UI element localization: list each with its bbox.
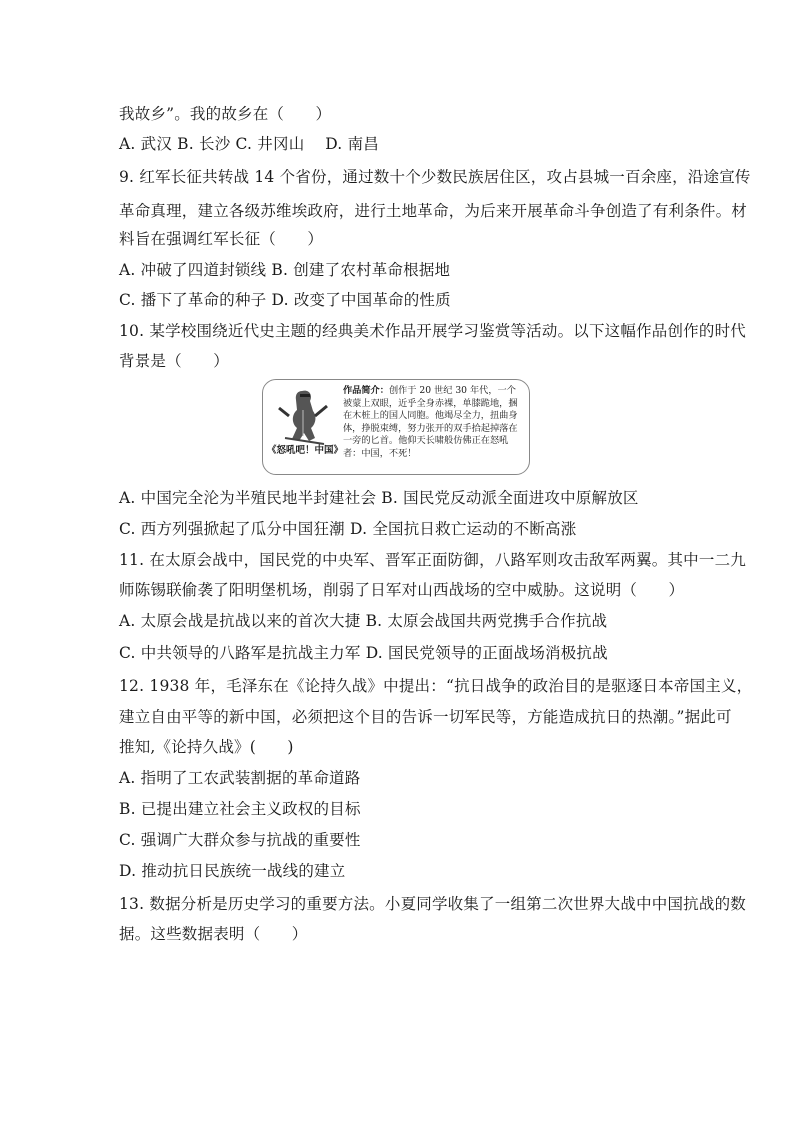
- artwork-caption: 《怒吼吧！中国》: [267, 445, 344, 456]
- artwork-intro: [343, 385, 525, 461]
- question-10-option-ab: A. 中国完全沦为半殖民地半封建社会 B. 国民党反动派全面进攻中原解放区: [119, 489, 639, 507]
- question-13-stem: 13. 数据分析是历史学习的重要方法。小夏同学收集了一组第二次世界大战中中国抗战的数: [119, 895, 746, 913]
- question-9-stem: 9. 红军长征共转战 14 个省份，通过数十个少数民族居住区，攻占县城一百余座，沿途宣传: [119, 168, 751, 186]
- question-12-option-d: D. 推动抗日民族统一战线的建立: [119, 862, 346, 880]
- text-line: 背景是（ ）: [119, 352, 229, 370]
- question-8-options: A. 武汉 B. 长沙 C. 井冈山 D. 南昌: [119, 135, 379, 153]
- question-9-option-cd: C. 播下了革命的种子 D. 改变了中国革命的性质: [119, 291, 451, 309]
- artwork-figure: [262, 379, 530, 475]
- question-12-stem: 12. 1938 年，毛泽东在《论持久战》中提出：“抗日战争的政治目的是驱逐日本帝国主义，: [119, 677, 753, 695]
- question-12-option-c: C. 强调广大群众参与抗战的重要性: [119, 831, 361, 849]
- question-10-option-cd: C. 西方列强掀起了瓜分中国狂潮 D. 全国抗日救亡运动的不断高涨: [119, 520, 577, 538]
- text-line: 革命真理，建立各级苏维埃政府，进行土地革命，为后来开展革命斗争创造了有利条件。材: [119, 202, 748, 220]
- text-line: 我故乡”。我的故乡在（ ）: [119, 105, 332, 123]
- text-line: 师陈锡联偷袭了阳明堡机场，削弱了日军对山西战场的空中威胁。这说明（ ）: [119, 581, 685, 599]
- question-12-option-a: A. 指明了工农武装割据的革命道路: [119, 769, 361, 787]
- question-12-option-b: B. 已提出建立社会主义政权的目标: [119, 800, 361, 818]
- artwork-intro-label: 作品简介：: [343, 385, 389, 396]
- artwork-intro-text: 创作于 20 世纪 30 年代，一个被蒙上双眼，近乎全身赤裸，单膝跪地，捆在木桩上的国人同胞。他竭尽全力，扭曲身体，挣脱束缚，努力张开的双手拾起掉落在一旁的匕首。他仰天长啸般仿佛正在怒吼者：中国，不死！: [343, 385, 518, 459]
- question-11-option-ab: A. 太原会战是抗战以来的首次大捷 B. 太原会战国共两党携手合作抗战: [119, 612, 608, 630]
- question-9-option-ab: A. 冲破了四道封锁线 B. 创建了农村革命根据地: [119, 261, 451, 279]
- question-11-stem: 11. 在太原会战中，国民党的中央军、晋军正面防御，八路军则攻击敌军两翼。其中一二九: [119, 551, 746, 569]
- text-line: 料旨在强调红军长征（ ）: [119, 230, 324, 248]
- question-11-option-cd: C. 中共领导的八路军是抗战主力军 D. 国民党领导的正面战场消极抗战: [119, 644, 608, 662]
- question-10-stem: 10. 某学校围绕近代史主题的经典美术作品开展学习鉴赏等活动。以下这幅作品创作的时代: [119, 322, 746, 340]
- text-line: 据。这些数据表明（ ）: [119, 925, 308, 943]
- text-line: 推知,《论持久战》( ): [119, 738, 294, 756]
- text-line: 建立自由平等的新中国，必须把这个目的告诉一切军民等，方能造成抗日的热潮。”据此可: [119, 708, 732, 726]
